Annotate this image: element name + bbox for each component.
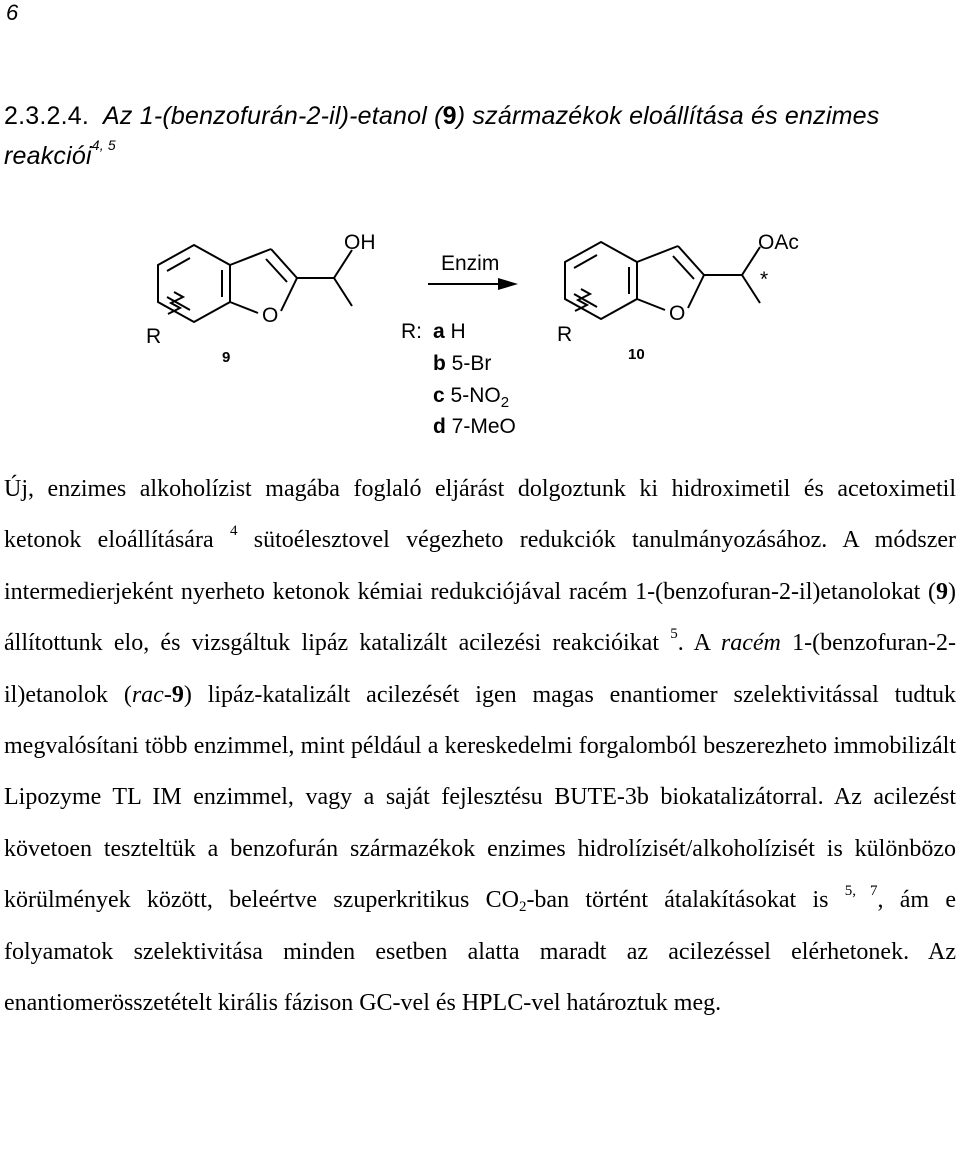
paragraph-text: Új, enzimes alkoholízist magába foglaló eljárást dolgoztunk ki hidroximetil és acetoximetil ketonok eloállítására (4, 476, 956, 554)
section-heading (4, 96, 956, 176)
reaction-scheme (0, 225, 960, 445)
product-number: 10 (628, 346, 645, 363)
product-stereocenter-mark: * (760, 268, 769, 291)
r-group-d: d 7-MeO (433, 415, 516, 438)
paragraph-text: , ám e folyamatok szelektivitása minden esetben alatta maradt az acilezéssel elérhetonek. Az enantiomerösszetételt királis fázison GC-vel és HPLC-vel határoztuk meg. (4, 887, 956, 1017)
citation: 5, 7 (844, 883, 878, 900)
paragraph-text: - (163, 681, 172, 708)
reactant-r-group: R (146, 325, 162, 348)
paragraph-text: ) állítottunk elo, és vizsgáltuk lipáz katalizált acilezési reakcióikat (4, 578, 956, 657)
r-group-c: c $5-NO_2$ (433, 384, 510, 411)
r-group-b: b 5-Br (433, 352, 492, 375)
paragraph-text: 1-(benzofuran-2-il)etanolok ( (4, 630, 956, 708)
italic-term: rac (131, 681, 164, 708)
paragraph-text: ) lipáz-katalizált acilezését igen magas enantiomer szelektivitással tudtuk megvalósítani több enzimmel, mint például a kereskedelmi forgalomból beszerezheto immobilizált Lipozyme TL IM enzimmel, vagy a saját fejlesztésu BUTE-3b biokatalizátorral. Az acilezést követoen teszteltük a benzofurán származékok enzimes hidrolízisét/alkoholízisét is különbözo körülmények között, beleértve szuperkritikus CO (4, 681, 956, 914)
subscript: 2 (518, 899, 527, 916)
compound-number: 9 (171, 681, 184, 708)
product-oxygen: O (669, 302, 686, 325)
paragraph-text: sütoélesztovel végezheto redukciók tanulmányozásához. A módszer intermedierjeként nyerheto ketonok kémiai redukciójával racém 1-(benzofuran-2-il)etanolokat ( (4, 527, 956, 605)
heading-text-1: Az 1-(benzofurán-2-il)-etanol ( (103, 102, 443, 130)
r-group-list (401, 320, 516, 438)
paragraph-text: -ban történt átalakításokat is (526, 887, 845, 914)
r-group-label: R: (401, 320, 422, 343)
heading-text-2: ) származékok eloállítása és enzimes reakciói (4, 102, 880, 170)
reactant-oxygen: O (262, 304, 279, 327)
product-structure (565, 242, 760, 319)
reactant-hydroxyl: OH (344, 231, 376, 254)
product-acetoxy: OAc (758, 231, 799, 254)
heading-compound-number: 9 (442, 102, 457, 130)
reagent-label: Enzim (441, 252, 500, 275)
product-r-group: R (557, 323, 573, 346)
reactant-number: 9 (222, 349, 231, 366)
body-paragraph (4, 464, 956, 1029)
citation: 4 (229, 523, 238, 540)
page-number: 6 (6, 0, 19, 25)
r-group-a: a H (433, 320, 466, 343)
section-number: 2.3.2.4. (4, 102, 89, 130)
citation: 5 (670, 626, 678, 643)
italic-term: racém (720, 630, 781, 657)
reactant-structure (158, 245, 352, 322)
heading-references: 4, 5 (91, 137, 116, 153)
compound-number: 9 (936, 578, 948, 605)
reaction-arrow (428, 278, 518, 290)
paragraph-text: . A (677, 630, 721, 657)
